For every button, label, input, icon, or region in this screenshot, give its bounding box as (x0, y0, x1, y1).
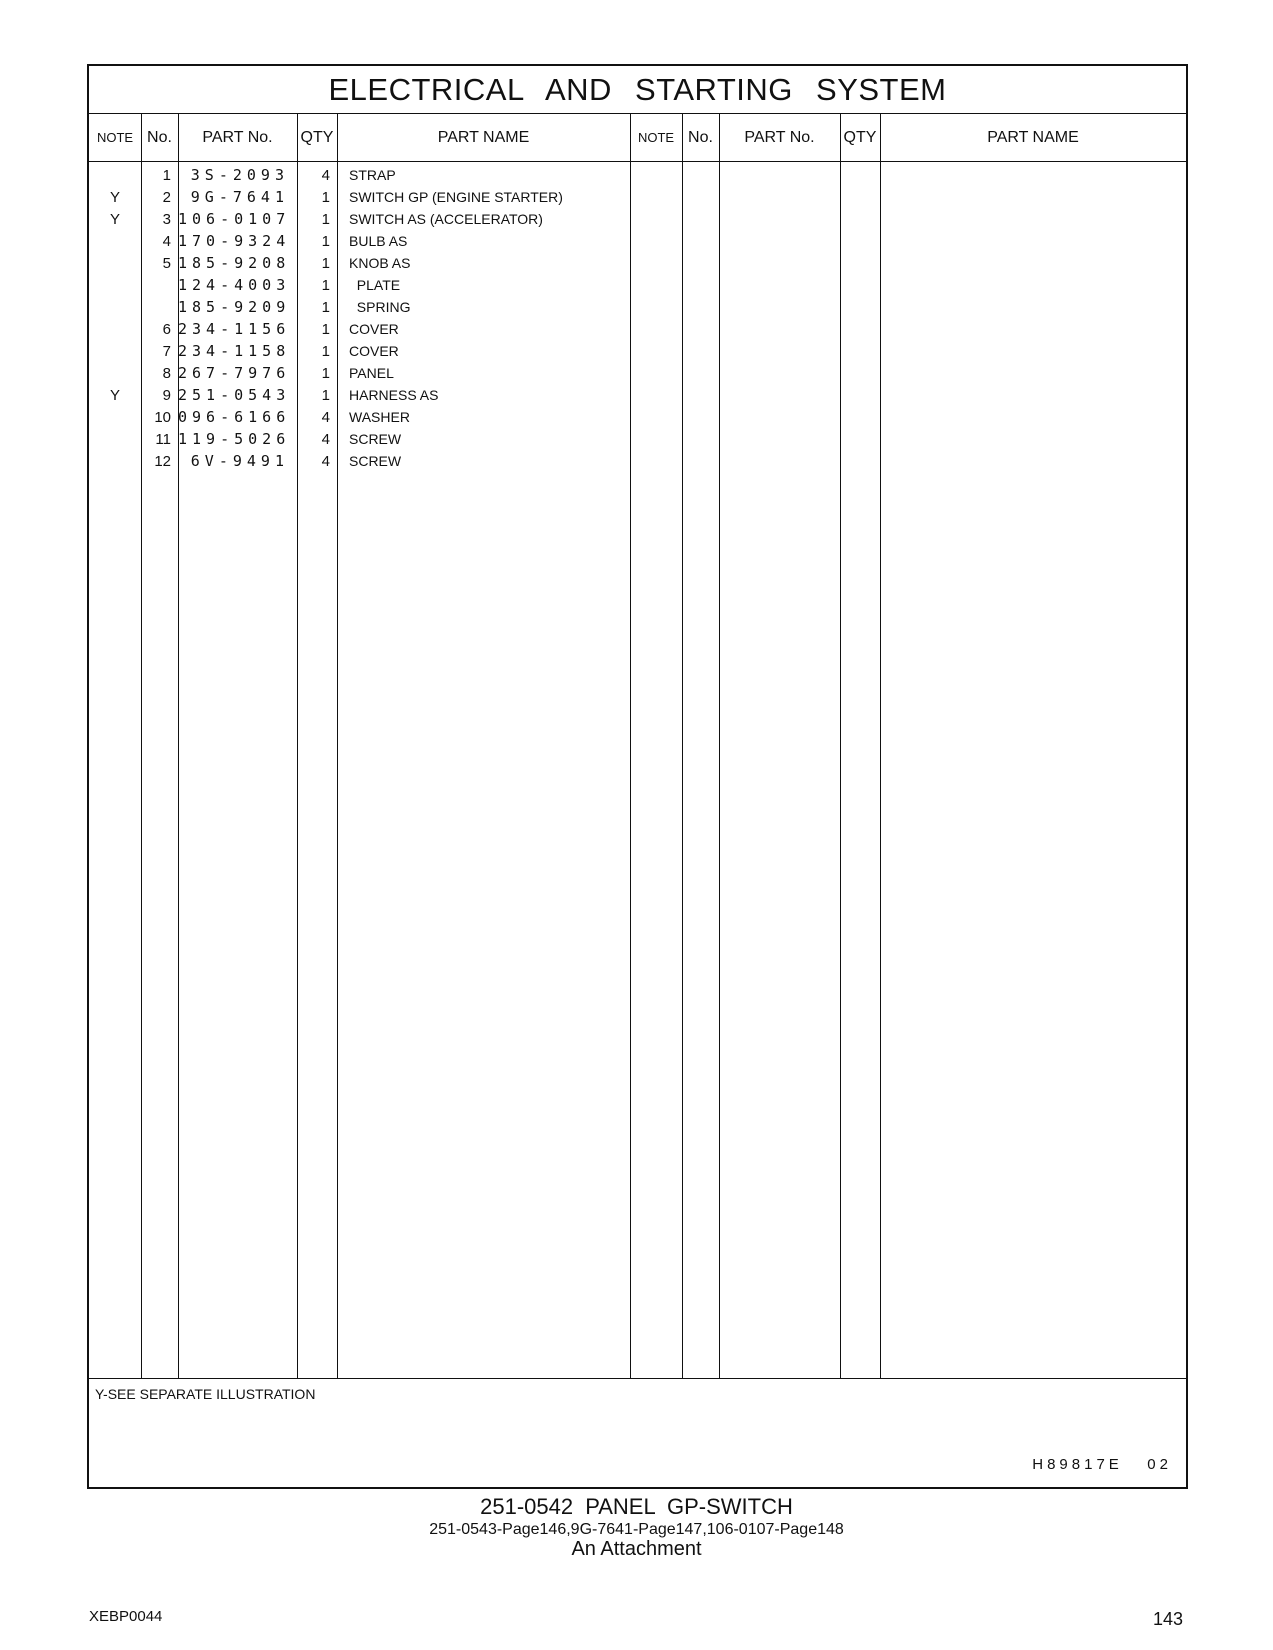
row-note (89, 252, 141, 275)
header-part-no-right: PART No. (744, 129, 815, 146)
row-item-number: 10 (154, 409, 171, 426)
caption-title: 251-0542 PANEL GP-SWITCH (480, 1494, 793, 1519)
row-note (89, 274, 141, 297)
row-part-name: SWITCH GP (ENGINE STARTER) (349, 189, 563, 205)
header-qty-right: QTY (843, 129, 877, 146)
row-note (89, 406, 141, 429)
row-note: Y (109, 387, 120, 404)
column-divider (840, 114, 841, 1378)
row-part-name: SCREW (349, 431, 402, 447)
row-quantity: 1 (321, 299, 330, 316)
header-no-right: No. (688, 129, 713, 146)
row-part-number: 251-0543 (178, 386, 291, 404)
row-quantity: 4 (321, 167, 330, 184)
row-quantity: 1 (321, 255, 330, 272)
row-part-number: 9G-7641 (190, 188, 289, 206)
header-note-left: NOTE (96, 130, 134, 145)
row-quantity: 4 (321, 409, 330, 426)
illustration-code: H89817E 02 (1032, 1456, 1172, 1473)
row-quantity: 4 (321, 453, 330, 470)
page-title: ELECTRICAL AND STARTING SYSTEM (89, 66, 1186, 114)
row-note (89, 230, 141, 253)
header-qty-left: QTY (300, 129, 334, 146)
document-id: XEBP0044 (89, 1608, 163, 1625)
row-item-number (141, 296, 171, 319)
row-part-name: COVER (349, 343, 399, 359)
header-part-no-left: PART No. (202, 129, 273, 146)
row-part-number: 124-4003 (178, 276, 291, 294)
row-quantity: 1 (321, 343, 330, 360)
row-part-name: HARNESS AS (349, 387, 439, 403)
row-part-name: PANEL (349, 365, 394, 381)
header-part-name-left: PART NAME (437, 129, 530, 146)
row-note (89, 428, 141, 451)
row-part-number: 185-9208 (178, 254, 291, 272)
row-part-number: 119-5026 (178, 430, 291, 448)
row-item-number (141, 274, 171, 297)
table-bottom-divider (89, 1378, 1186, 1379)
row-item-number: 7 (162, 343, 171, 360)
row-item-number: 8 (162, 365, 171, 382)
row-note: Y (109, 211, 120, 228)
row-item-number: 12 (154, 453, 171, 470)
row-part-name: SCREW (349, 453, 402, 469)
row-note: Y (109, 189, 120, 206)
row-part-name: SWITCH AS (ACCELERATOR) (349, 211, 543, 227)
row-quantity: 1 (321, 365, 330, 382)
row-note (89, 340, 141, 363)
row-part-number: 6V-9491 (190, 452, 289, 470)
row-note (89, 318, 141, 341)
caption-references: 251-0543-Page146,9G-7641-Page147,106-0107-Page148 (429, 1521, 844, 1538)
parts-table-frame (87, 64, 1188, 1489)
row-item-number: 9 (162, 387, 171, 404)
row-note (89, 296, 141, 319)
row-quantity: 1 (321, 233, 330, 250)
row-part-name: WASHER (349, 409, 410, 425)
row-part-number: 170-9324 (178, 232, 291, 250)
column-divider (719, 114, 720, 1378)
row-quantity: 4 (321, 431, 330, 448)
row-quantity: 1 (321, 189, 330, 206)
row-note (89, 362, 141, 385)
row-item-number: 1 (162, 167, 171, 184)
row-item-number: 4 (162, 233, 171, 250)
page-number: 143 (1153, 1609, 1184, 1629)
column-divider (682, 114, 683, 1378)
row-quantity: 1 (321, 321, 330, 338)
header-divider (89, 161, 1186, 162)
column-divider (880, 114, 881, 1378)
row-part-name: COVER (349, 321, 399, 337)
row-part-name: BULB AS (349, 233, 408, 249)
row-part-number: 267-7976 (178, 364, 291, 382)
row-part-number: 185-9209 (178, 298, 291, 316)
row-part-name: STRAP (349, 167, 396, 183)
row-item-number: 11 (155, 431, 171, 448)
row-item-number: 3 (162, 211, 171, 228)
row-part-name: SPRING (349, 299, 411, 315)
header-part-name-right: PART NAME (987, 129, 1079, 146)
row-part-name: KNOB AS (349, 255, 411, 271)
row-note (89, 164, 141, 187)
row-part-number: 3S-2093 (190, 166, 289, 184)
row-part-number: 234-1156 (178, 320, 291, 338)
row-quantity: 1 (321, 211, 330, 228)
row-part-name: PLATE (349, 277, 401, 293)
row-part-number: 106-0107 (178, 210, 291, 228)
row-item-number: 5 (162, 255, 171, 272)
row-quantity: 1 (321, 387, 330, 404)
row-item-number: 2 (162, 189, 171, 206)
column-divider (337, 114, 338, 1378)
header-note-right: NOTE (637, 130, 675, 145)
row-note (89, 450, 141, 473)
row-part-number: 234-1158 (178, 342, 291, 360)
caption-subtitle: An Attachment (571, 1538, 702, 1560)
column-divider (630, 114, 631, 1378)
header-no-left: No. (147, 129, 172, 146)
row-item-number: 6 (162, 321, 171, 338)
row-quantity: 1 (321, 277, 330, 294)
row-part-number: 096-6166 (178, 408, 291, 426)
footnote: Y-SEE SEPARATE ILLUSTRATION (95, 1386, 316, 1402)
